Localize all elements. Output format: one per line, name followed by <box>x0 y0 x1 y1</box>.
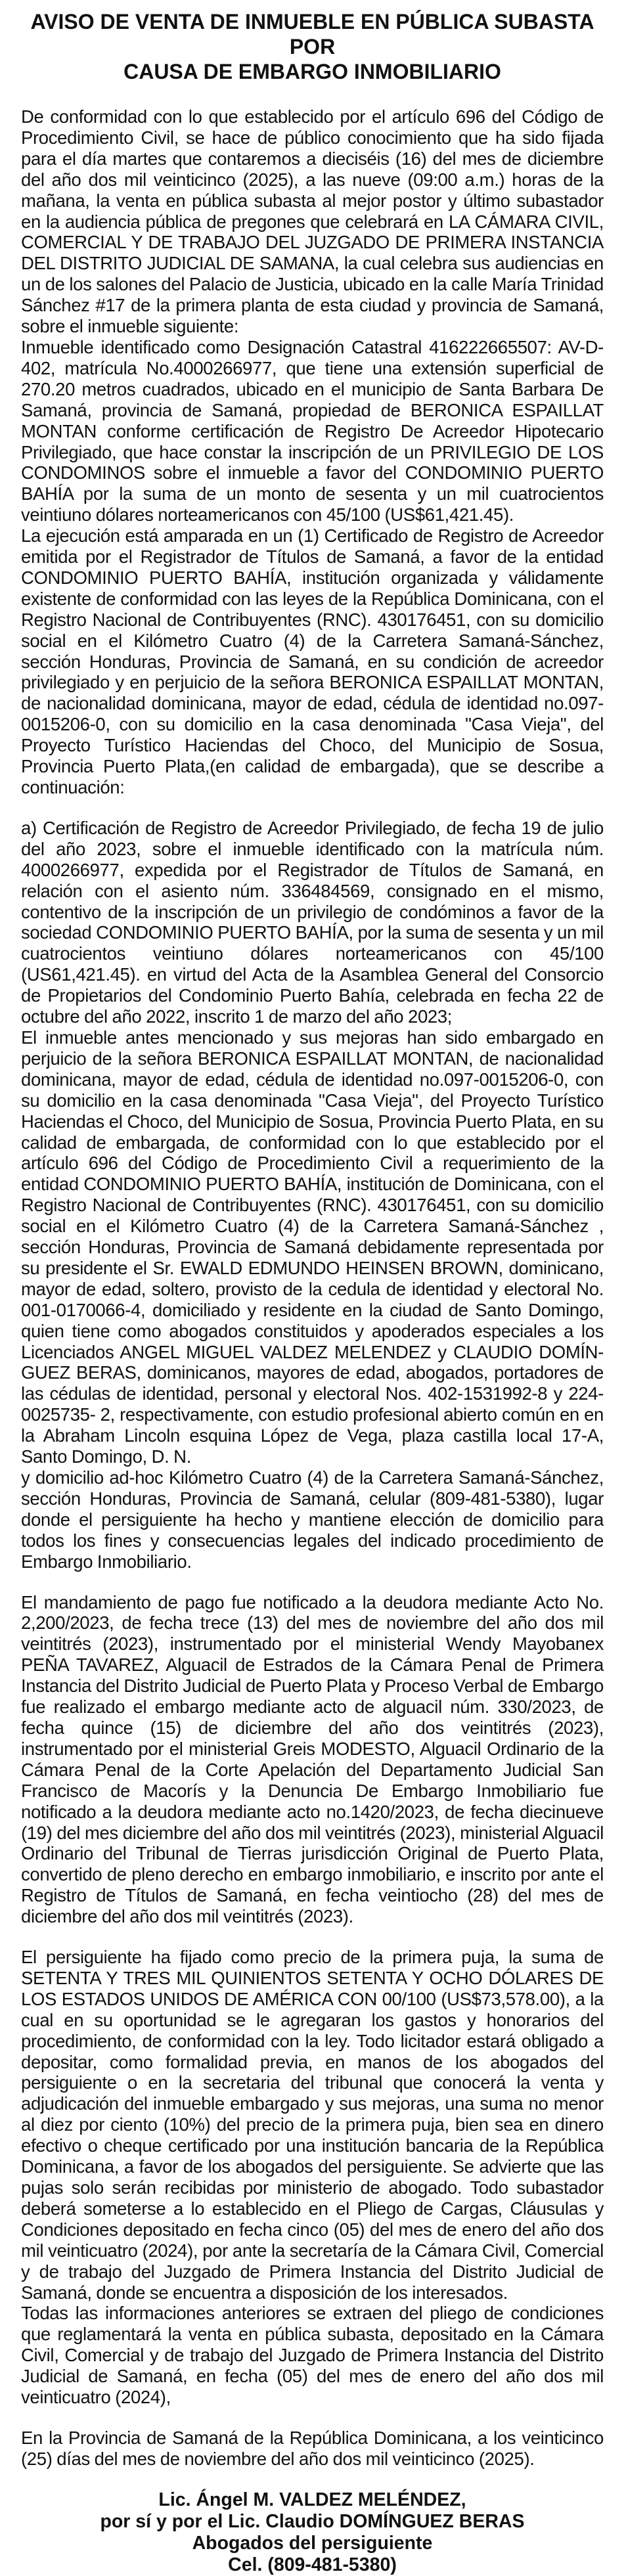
signature-block <box>21 2489 604 2576</box>
paragraph-bid-price: El persiguiente ha fijado como precio de la primera puja, la suma de SETENTA Y TRES MIL QUINIENTOS SETENTA Y OCHO DÓLARES DE LOS ESTADOS UNIDOS DE AMÉRICA CON 00/100 (US$73,578.00), a la cual en su oportunidad se le agregaran los gastos y honorarios del procedimiento, de conformidad con la ley. Todo licitador estará obligado a depositar, como formalidad previa, en manos de los abogados del persiguiente o en la secretaria del tribunal que conocerá la venta y adjudicación del inmueble embargado y sus mejoras, una suma no menor al diez por ciento (10%) del precio de la primera puja, bien sea en dinero efectivo o cheque certificado por una institución bancaria de la República Dominicana, a favor de los abogados del persiguiente. Se advierte que las pujas solo serán recibidas por ministerio de abogado. Todo subastador deberá someterse a lo establecido en el Pliego de Cargas, Cláusulas y Condiciones depositado en fecha cinco (05) del mes de enero del año dos mil veinticuatro (2024), por ante la secretaría de la Cámara Civil, Comercial y de trabajo del Juzgado de Primera Instancia del Distrito Judicial de Samaná, donde se encuentra a disposición de los interesados. <box>21 1947 604 2303</box>
paragraph-date-place: En la Provincia de Samaná de la República Dominicana, a los veinticinco (25) días del mes de noviembre del año dos mil veinticinco (2025). <box>21 2427 604 2469</box>
signature-role: Abogados del persiguiente <box>192 2532 433 2554</box>
paragraph-property-description: Inmueble identificado como Designación Catastral 416222665507: AV-D-402, matrícula No.4000266977, que tiene una extensión superficial de 270.20 metros cuadrados, ubicado en el municipio de Santa Barbara De Samaná, provincia de Samaná, propiedad de BERONICA ESPAILLAT MONTAN conforme certificación de Registro De Acreedor Hipotecario Privilegiado, que hace constar la inscripción de un PRIVILEGIO DE LOS CONDOMINOS sobre el inmueble a favor del CONDOMINIO PUERTO BAHÍA por la suma de un monto de sesenta y un mil cuatrocientos veintiuno dólares norteamericanos con 45/100 (US$61,421.45). <box>21 336 604 525</box>
signature-lawyer-name: Lic. Ángel M. VALDEZ MELÉNDEZ, <box>158 2489 466 2510</box>
notice-title <box>21 9 604 84</box>
paragraph-conditions: Todas las informaciones anteriores se extraen del pliego de condiciones que reglamentará la venta en pública subasta, depositado en la Cámara Civil, Comercial y de trabajo del Juzgado de Primera Instancia del Distrito Judicial de Samaná, en fecha (05) del mes de enero del año dos mil veinticuatro (2024), <box>21 2303 604 2408</box>
paragraph-adhoc-domicile: y domicilio ad-hoc Kilómetro Cuatro (4) de la Carretera Samaná-Sánchez, sección Honduras, Provincia de Samaná, celular (809-481-5380), lugar donde el persiguiente ha hecho y mantiene elección de domicilio para todos los fines y consecuencias legales del indicado procedimiento de Embargo Inmobiliario. <box>21 1467 604 1572</box>
signature-co-lawyer: por sí y por el Lic. Claudio DOMÍNGUEZ BERAS <box>100 2510 525 2532</box>
title-line-1: AVISO DE VENTA DE INMUEBLE EN PÚBLICA SUBASTA POR <box>30 10 594 58</box>
paragraph-seizure-details: El inmueble antes mencionado y sus mejoras han sido embargado en perjuicio de la señora BERONICA ESPAILLAT MONTAN, de nacionalidad dominicana, mayor de edad, cédula de identidad no.097-0015206-0, con su domicilio en la casa denominada "Casa Vieja", del Proyecto Turístico Haciendas el Choco, del Municipio de Sosua, Provincia Puerto Plata, en su calidad de embargada, de conformidad con lo que establecido por el artículo 696 del Código de Procedimiento Civil a requerimiento de la entidad CONDOMINIO PUERTO BAHÍA, institución de Dominicana, con el Registro Nacional de Contribuyentes (RNC). 430176451, con su domicilio social en el Kilómetro Cuatro (4) de la Carretera Samaná-Sánchez , sección Honduras, Provincia de Samaná debidamente representada por su presidente el Sr. EWALD EDMUNDO HEINSEN BROWN, dominicano, mayor de edad, soltero, provisto de la cedula de identidad y electoral No. 001-0170066-4, domiciliado y residente en la ciudad de Santo Domingo, quien tiene como abogados constituidos y apoderados especiales a los Licenciados ANGEL MIGUEL VALDEZ MELENDEZ y CLAUDIO DOMÍN-GUEZ BERAS, dominicanos, mayores de edad, abogados, portadores de las cédulas de identidad, personal y electoral Nos. 402-1531992-8 y 224-0025735- 2, respectivamente, con estudio profesional abierto común en en la Abraham Lincoln esquina López de Vega, plaza castilla local 17-A, Santo Domingo, D. N. <box>21 1027 604 1467</box>
paragraph-payment-order: El mandamiento de pago fue notificado a la deudora mediante Acto No. 2,200/2023, de fecha trece (13) del mes de noviembre del año dos mil veintitrés (2023), instrumentado por el ministerial Wendy Mayobanex PEÑA TAVAREZ, Alguacil de Estrados de la Cámara Penal de Primera Instancia del Distrito Judicial de Puerto Plata y Proceso Verbal de Embargo fue realizado el embargo mediante acto de alguacil núm. 330/2023, de fecha quince (15) de diciembre del año dos veintitrés (2023), instrumentado por el ministerial Greis MODESTO, Alguacil Ordinario de la Cámara Penal de la Corte Apelación del Departamento Judicial San Francisco de Macorís y la Denuncia De Embargo Inmobiliario fue notificado a la deudora mediante acto no.1420/2023, de fecha diecinueve (19) del mes diciembre del año dos mil veintitrés (2023), ministerial Alguacil Ordinario del Tribunal de Tierras jurisdicción Original de Puerto Plata, convertido de pleno derecho en embargo inmobiliario, e inscrito por ante el Registro de Títulos de Samaná, en fecha veintiocho (28) del mes de diciembre del año dos mil veintitrés (2023). <box>21 1591 604 1927</box>
paragraph-certification: a) Certificación de Registro de Acreedor Privilegiado, de fecha 19 de julio del año 2023, sobre el inmueble identificado con la matrícula núm. 4000266977, expedida por el Registrador de Títulos de Samaná, en relación con el asiento núm. 336484569, consignado en el mismo, contentivo de la inscripción de un privilegio de condóminos a favor de la sociedad CONDOMINIO PUERTO BAHÍA, por la suma de sesenta y un mil cuatrocientos veintiuno dólares norteamericanos con 45/100 (US61,421.45). en virtud del Acta de la Asamblea General del Consorcio de Propietarios del Condominio Puerto Bahía, celebrada en fecha 22 de octubre del año 2022, inscrito 1 de marzo del año 2023; <box>21 817 604 1027</box>
title-line-2: CAUSA DE EMBARGO INMOBILIARIO <box>123 60 501 83</box>
signature-phone: Cel. (809-481-5380) <box>228 2554 397 2575</box>
paragraph-announcement: De conformidad con lo que establecido por el artículo 696 del Código de Procedimiento Civil, se hace de público conocimiento que ha sido fijada para el día martes que contaremos a dieciséis (16) del mes de diciembre del año dos mil veinticinco (2025), a las nueve (09:00 a.m.) horas de la mañana, la venta en pública subasta al mejor postor y último subastador en la audiencia pública de pregones que celebrará en LA CÁMARA CIVIL, COMERCIAL Y DE TRABAJO DEL JUZGADO DE PRIMERA INSTANCIA DEL DISTRITO JUDICIAL DE SAMANA, la cual celebra sus audiencias en un de los salones del Palacio de Justicia, ubicado en la calle María Trinidad Sánchez #17 de la primera planta de esta ciudad y provincia de Samaná, sobre el inmueble siguiente: <box>21 106 604 337</box>
paragraph-execution-basis: La ejecución está amparada en un (1) Certificado de Registro de Acreedor emitida por el Registrador de Títulos de Samaná, a favor de la entidad CONDOMINIO PUERTO BAHÍA, institución organizada y válidamente existente de conformidad con las leyes de la República Dominicana, con el Registro Nacional de Contribuyentes (RNC). 430176451, con su domicilio social en el Kilómetro Cuatro (4) de la Carretera Samaná-Sánchez, sección Honduras, Provincia de Samaná, en su condición de acreedor privilegiado y en perjuicio de la señora BERONICA ESPAILLAT MONTAN, de nacionalidad dominicana, mayor de edad, cédula de identidad no.097-0015206-0, con su domicilio en la casa denominada "Casa Vieja", del Proyecto Turístico Haciendas del Choco, del Municipio de Sosua, Provincia Puerto Plata,(en calidad de embargada), que se describe a continuación: <box>21 525 604 797</box>
